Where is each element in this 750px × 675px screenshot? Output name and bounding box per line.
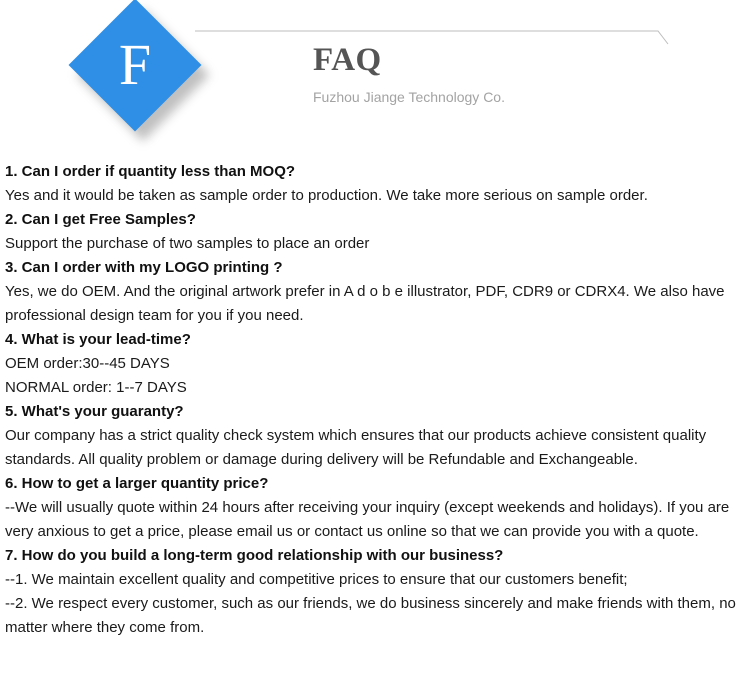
faq-question: 1. Can I order if quantity less than MOQ?: [5, 163, 296, 180]
faq-answer: Yes, we do OEM. And the original artwork prefer in A d o b e illustrator, PDF, CDR9 or CDRX4. We also have professional design team for you if you need.: [5, 283, 725, 324]
logo-letter: F: [118, 32, 152, 97]
faq-list: [5, 160, 742, 640]
faq-question: 2. Can I get Free Samples?: [5, 211, 196, 228]
faq-answer: Support the purchase of two samples to place an order: [5, 235, 370, 252]
faq-question: 6. How to get a larger quantity price?: [5, 475, 269, 492]
faq-answer: --We will usually quote within 24 hours after receiving your inquiry (except weekends and holidays). If you are very anxious to get a price, please email us or contact us online so that we can provide you with a quote.: [5, 499, 730, 540]
faq-item: [5, 208, 742, 256]
faq-answer-normal: NORMAL order: 1--7 DAYS: [5, 379, 187, 396]
faq-question: 3. Can I order with my LOGO printing ?: [5, 259, 283, 276]
faq-item: [5, 256, 742, 328]
faq-question: 7. How do you build a long-term good relationship with our business?: [5, 547, 504, 564]
faq-answer-point-2: --2. We respect every customer, such as our friends, we do business sincerely and make friends with them, no matter where they come from.: [5, 595, 736, 636]
faq-answer: Yes and it would be taken as sample order to production. We take more serious on sample order.: [5, 187, 648, 204]
faq-item: [5, 400, 742, 472]
faq-answer-oem: OEM order:30--45 DAYS: [5, 355, 170, 372]
faq-answer: Our company has a strict quality check system which ensures that our products achieve consistent quality standards. All quality problem or damage during delivery will be Refundable and Exchangeable.: [5, 427, 707, 468]
page-title: FAQ: [313, 42, 382, 78]
faq-item: [5, 472, 742, 544]
faq-item: [5, 544, 742, 640]
faq-item: [5, 160, 742, 208]
faq-question: 4. What is your lead-time?: [5, 331, 191, 348]
company-subtitle: Fuzhou Jiange Technology Co.: [313, 89, 505, 105]
faq-header: [0, 0, 750, 150]
faq-question: 5. What's your guaranty?: [5, 403, 184, 420]
faq-answer-point-1: --1. We maintain excellent quality and competitive prices to ensure that our customers benefit;: [5, 571, 628, 588]
faq-item: [5, 328, 742, 400]
